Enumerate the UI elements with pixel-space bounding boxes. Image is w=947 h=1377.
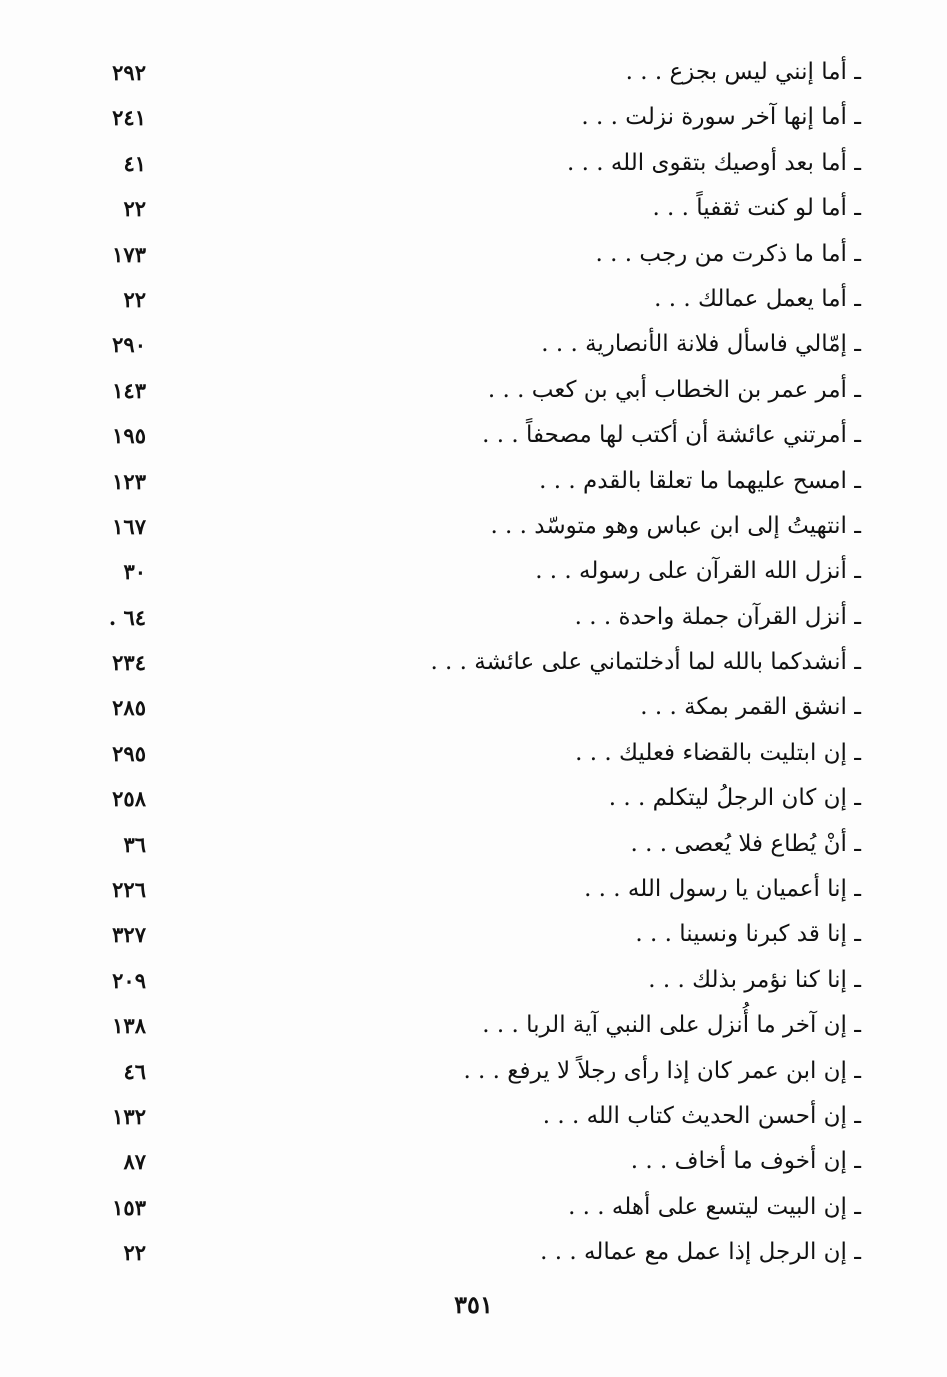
index-list: [0, 52, 947, 1278]
index-entry: [0, 960, 947, 1005]
entry-text: ـ انشق القمر بمكة . . .: [640, 694, 861, 721]
index-entry: [0, 97, 947, 142]
entry-page-number: ٣٦: [123, 831, 146, 857]
index-entry: [0, 597, 947, 642]
index-entry: [0, 1141, 947, 1186]
entry-page-number: ٢٩٢: [112, 60, 146, 85]
index-entry: [0, 370, 947, 415]
entry-page-number: ١٢٣: [112, 468, 146, 494]
index-entry: [0, 506, 947, 551]
entry-text: ـ إن آخر ما أُنزل على النبي آية الربا . . .: [482, 1012, 861, 1039]
entry-text: ـ أما إنها آخر سورة نزلت . . .: [581, 104, 861, 131]
entry-page-number: ٢٥٨: [112, 786, 146, 812]
entry-page-number: . ٦٤: [108, 604, 146, 630]
entry-text: ـ إنا كنا نؤمر بذلك . . .: [648, 966, 861, 993]
index-entry: [0, 52, 947, 97]
index-entry: [0, 687, 947, 732]
index-entry: [0, 1005, 947, 1050]
index-entry: [0, 1051, 947, 1096]
entry-text: ـ إن ابن عمر كان إذا رأى رجلاً لا يرفع . . .: [463, 1057, 861, 1084]
entry-page-number: ٢٢: [123, 196, 146, 222]
index-entry: [0, 188, 947, 233]
entry-page-number: ٢٤١: [112, 105, 146, 131]
entry-page-number: ٢٢٦: [112, 877, 146, 903]
entry-page-number: ٢٣٤: [112, 650, 146, 676]
index-entry: [0, 461, 947, 506]
index-entry: [0, 642, 947, 687]
index-entry: [0, 279, 947, 324]
index-entry: [0, 1187, 947, 1232]
entry-page-number: ١٦٧: [112, 513, 146, 539]
entry-page-number: ١٣٢: [112, 1103, 146, 1129]
index-entry: [0, 1096, 947, 1141]
entry-page-number: ٣٠: [123, 559, 146, 585]
index-entry: [0, 733, 947, 778]
index-entry: [0, 1232, 947, 1277]
page-number: ٣٥١: [454, 1290, 493, 1319]
entry-text: ـ أنْ يُطاع فلا يُعصى . . .: [630, 830, 861, 857]
entry-text: ـ إن أخوف ما أخاف . . .: [630, 1148, 861, 1175]
entry-text: ـ إمّالي فاسأل فلانة الأنصارية . . .: [541, 331, 861, 358]
entry-page-number: ٣٢٧: [112, 922, 146, 948]
index-entry: [0, 415, 947, 460]
index-entry: [0, 143, 947, 188]
index-entry: [0, 869, 947, 914]
entry-text: ـ إن ابتليت بالقضاء فعليك . . .: [575, 739, 861, 766]
entry-text: ـ أنزل القرآن جملة واحدة . . .: [574, 603, 861, 630]
entry-text: ـ امسح عليهما ما تعلقا بالقدم . . .: [539, 467, 861, 494]
entry-text: ـ إن الرجل إذا عمل مع عماله . . .: [540, 1239, 861, 1266]
entry-text: ـ إن أحسن الحديث كتاب الله . . .: [542, 1102, 861, 1129]
entry-text: ـ أمر عمر بن الخطاب أبي بن كعب . . .: [487, 376, 861, 403]
entry-page-number: ١٣٨: [112, 1013, 146, 1039]
entry-page-number: ١٥٣: [112, 1194, 146, 1220]
entry-text: ـ إن كان الرجلُ ليتكلم . . .: [608, 785, 861, 812]
entry-text: ـ إنا أعميان يا رسول الله . . .: [584, 876, 861, 903]
entry-text: ـ أما بعد أوصيك بتقوى الله . . .: [566, 149, 861, 176]
entry-text: ـ أنزل الله القرآن على رسوله . . .: [535, 558, 861, 585]
entry-text: ـ أمرتني عائشة أن أكتب لها مصحفاً . . .: [482, 422, 861, 449]
entry-page-number: ١٩٥: [112, 423, 146, 449]
index-entry: [0, 234, 947, 279]
entry-page-number: ٢٠٩: [112, 967, 146, 993]
entry-page-number: ٤٦: [123, 1058, 146, 1084]
entry-page-number: ٢٨٥: [112, 695, 146, 721]
index-entry: [0, 324, 947, 369]
index-entry: [0, 914, 947, 959]
entry-page-number: ١٧٣: [112, 241, 146, 267]
entry-page-number: ٨٧: [123, 1149, 146, 1175]
entry-page-number: ٢٩٥: [112, 740, 146, 766]
index-entry: [0, 824, 947, 869]
entry-text: ـ أما يعمل عمالك . . .: [654, 285, 861, 312]
entry-text: ـ إن البيت ليتسع على أهله . . .: [568, 1193, 861, 1220]
entry-text: ـ أما إنني ليس بجزع . . .: [625, 59, 861, 85]
entry-text: ـ إنا قد كبرنا ونسينا . . .: [635, 921, 861, 948]
entry-page-number: ١٤٣: [112, 377, 146, 403]
entry-page-number: ٢٩٠: [112, 332, 146, 358]
entry-text: ـ أما ما ذكرت من رجب . . .: [595, 240, 861, 267]
entry-text: ـ انتهيتُ إلى ابن عباس وهو متوسّد . . .: [490, 512, 861, 539]
entry-page-number: ٢٢: [123, 286, 146, 312]
entry-page-number: ٢٢: [123, 1240, 146, 1266]
entry-text: ـ أنشدكما بالله لما أدخلتماني على عائشة . . .: [430, 649, 861, 676]
index-entry: [0, 778, 947, 823]
entry-text: ـ أما لو كنت ثقفياً . . .: [652, 195, 861, 222]
index-entry: [0, 551, 947, 596]
entry-page-number: ٤١: [123, 150, 146, 176]
